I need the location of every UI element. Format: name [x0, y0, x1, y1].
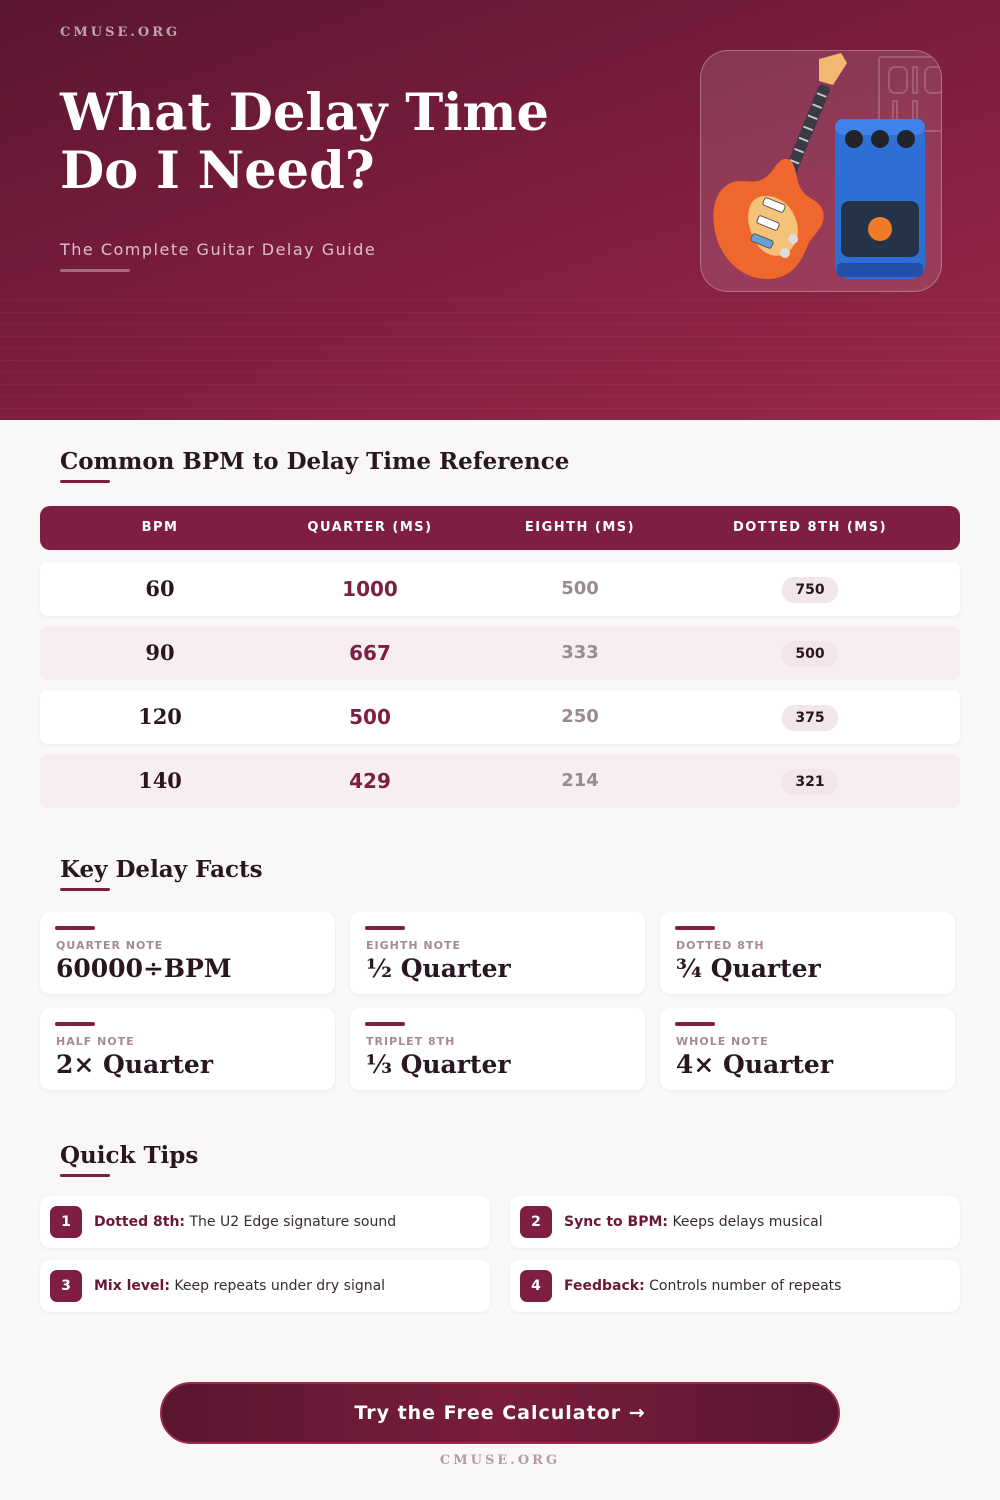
fact-value: 60000÷BPM: [56, 954, 232, 983]
brand-logo[interactable]: CMUSE.ORG: [60, 25, 181, 40]
quarter-cell: 429: [349, 769, 391, 793]
tip-number-badge: 3: [50, 1270, 82, 1302]
tip-body: Controls number of repeats: [644, 1278, 842, 1294]
tip-body: Keeps delays musical: [668, 1214, 823, 1230]
table-row: [40, 562, 960, 616]
quarter-cell: 667: [349, 641, 391, 665]
table-row: [40, 754, 960, 808]
hero-banner: [0, 0, 1000, 420]
tip-text: [94, 1260, 385, 1312]
tip-text: [564, 1196, 823, 1248]
fact-card-quarter-note: [40, 912, 335, 994]
section-rule: [60, 888, 110, 891]
hero-decor-lines: [0, 300, 1000, 420]
fact-accent-bar: [365, 1022, 405, 1026]
reference-section-title: Common BPM to Delay Time Reference: [60, 448, 570, 475]
bpm-cell: 60: [145, 576, 175, 601]
fact-accent-bar: [365, 926, 405, 930]
fact-accent-bar: [55, 926, 95, 930]
hero-illustration: [700, 50, 942, 292]
fact-value: ½ Quarter: [366, 954, 511, 983]
section-rule: [60, 1174, 110, 1177]
eighth-cell: 250: [561, 706, 599, 727]
tip-heading: Mix level:: [94, 1278, 170, 1294]
fact-label: EIGHTH NOTE: [366, 939, 461, 952]
eighth-cell: 500: [561, 578, 599, 599]
tip-card: [510, 1196, 960, 1248]
fact-card-half-note: [40, 1008, 335, 1090]
table-header: [40, 506, 960, 550]
delay-pedal-icon: [835, 119, 925, 279]
section-rule: [60, 480, 110, 483]
dotted-eighth-badge: 500: [781, 641, 838, 667]
free-calculator-button[interactable]: Try the Free Calculator →: [160, 1382, 840, 1444]
eighth-cell: 214: [561, 770, 599, 791]
fact-label: DOTTED 8TH: [676, 939, 765, 952]
page-subtitle: The Complete Guitar Delay Guide: [60, 240, 377, 259]
dotted-eighth-badge: 750: [781, 577, 838, 603]
fact-value: ¾ Quarter: [676, 954, 821, 983]
fact-accent-bar: [55, 1022, 95, 1026]
quarter-cell: 1000: [342, 577, 398, 601]
subtitle-underline: [60, 269, 130, 272]
fact-value: ⅓ Quarter: [366, 1050, 511, 1079]
dotted-eighth-badge: 321: [781, 769, 838, 795]
tip-card: [40, 1260, 490, 1312]
tip-number-badge: 4: [520, 1270, 552, 1302]
fact-label: QUARTER NOTE: [56, 939, 164, 952]
tip-heading: Feedback:: [564, 1278, 645, 1294]
fact-value: 2× Quarter: [56, 1050, 213, 1079]
fact-accent-bar: [675, 926, 715, 930]
bpm-cell: 120: [138, 704, 182, 729]
tip-body: The U2 Edge signature sound: [185, 1214, 397, 1230]
column-header-dotted-eighth: DOTTED 8TH (MS): [732, 520, 888, 535]
fact-card-eighth-note: [350, 912, 645, 994]
dotted-eighth-badge: 375: [781, 705, 838, 731]
tip-card: [510, 1260, 960, 1312]
footer-brand-link[interactable]: CMUSE.ORG: [439, 1453, 561, 1468]
fact-accent-bar: [675, 1022, 715, 1026]
eighth-cell: 333: [561, 642, 599, 663]
tip-card: [40, 1196, 490, 1248]
column-header-eighth: EIGHTH (MS): [524, 520, 636, 535]
tip-number-badge: 1: [50, 1206, 82, 1238]
facts-section-title: Key Delay Facts: [60, 856, 263, 883]
column-header-quarter: QUARTER (MS): [307, 520, 433, 535]
fact-card-triplet-eighth: [350, 1008, 645, 1090]
fact-label: HALF NOTE: [56, 1035, 135, 1048]
quarter-cell: 500: [349, 705, 391, 729]
page-title: What Delay Time Do I Need?: [60, 83, 549, 201]
bpm-cell: 140: [138, 768, 182, 793]
fact-label: WHOLE NOTE: [676, 1035, 769, 1048]
column-header-bpm: BPM: [141, 520, 179, 535]
electric-guitar-icon: [713, 53, 847, 279]
tip-body: Keep repeats under dry signal: [169, 1278, 386, 1294]
tip-heading: Dotted 8th:: [94, 1214, 186, 1230]
fact-card-whole-note: [660, 1008, 955, 1090]
bpm-cell: 90: [145, 640, 175, 665]
fact-label: TRIPLET 8TH: [366, 1035, 456, 1048]
fact-card-dotted-eighth: [660, 912, 955, 994]
table-row: [40, 690, 960, 744]
tips-section-title: Quick Tips: [60, 1142, 199, 1169]
fact-value: 4× Quarter: [676, 1050, 833, 1079]
tip-number-badge: 2: [520, 1206, 552, 1238]
tip-heading: Sync to BPM:: [564, 1214, 668, 1230]
table-row: [40, 626, 960, 680]
tip-text: [94, 1196, 396, 1248]
tip-text: [564, 1260, 841, 1312]
